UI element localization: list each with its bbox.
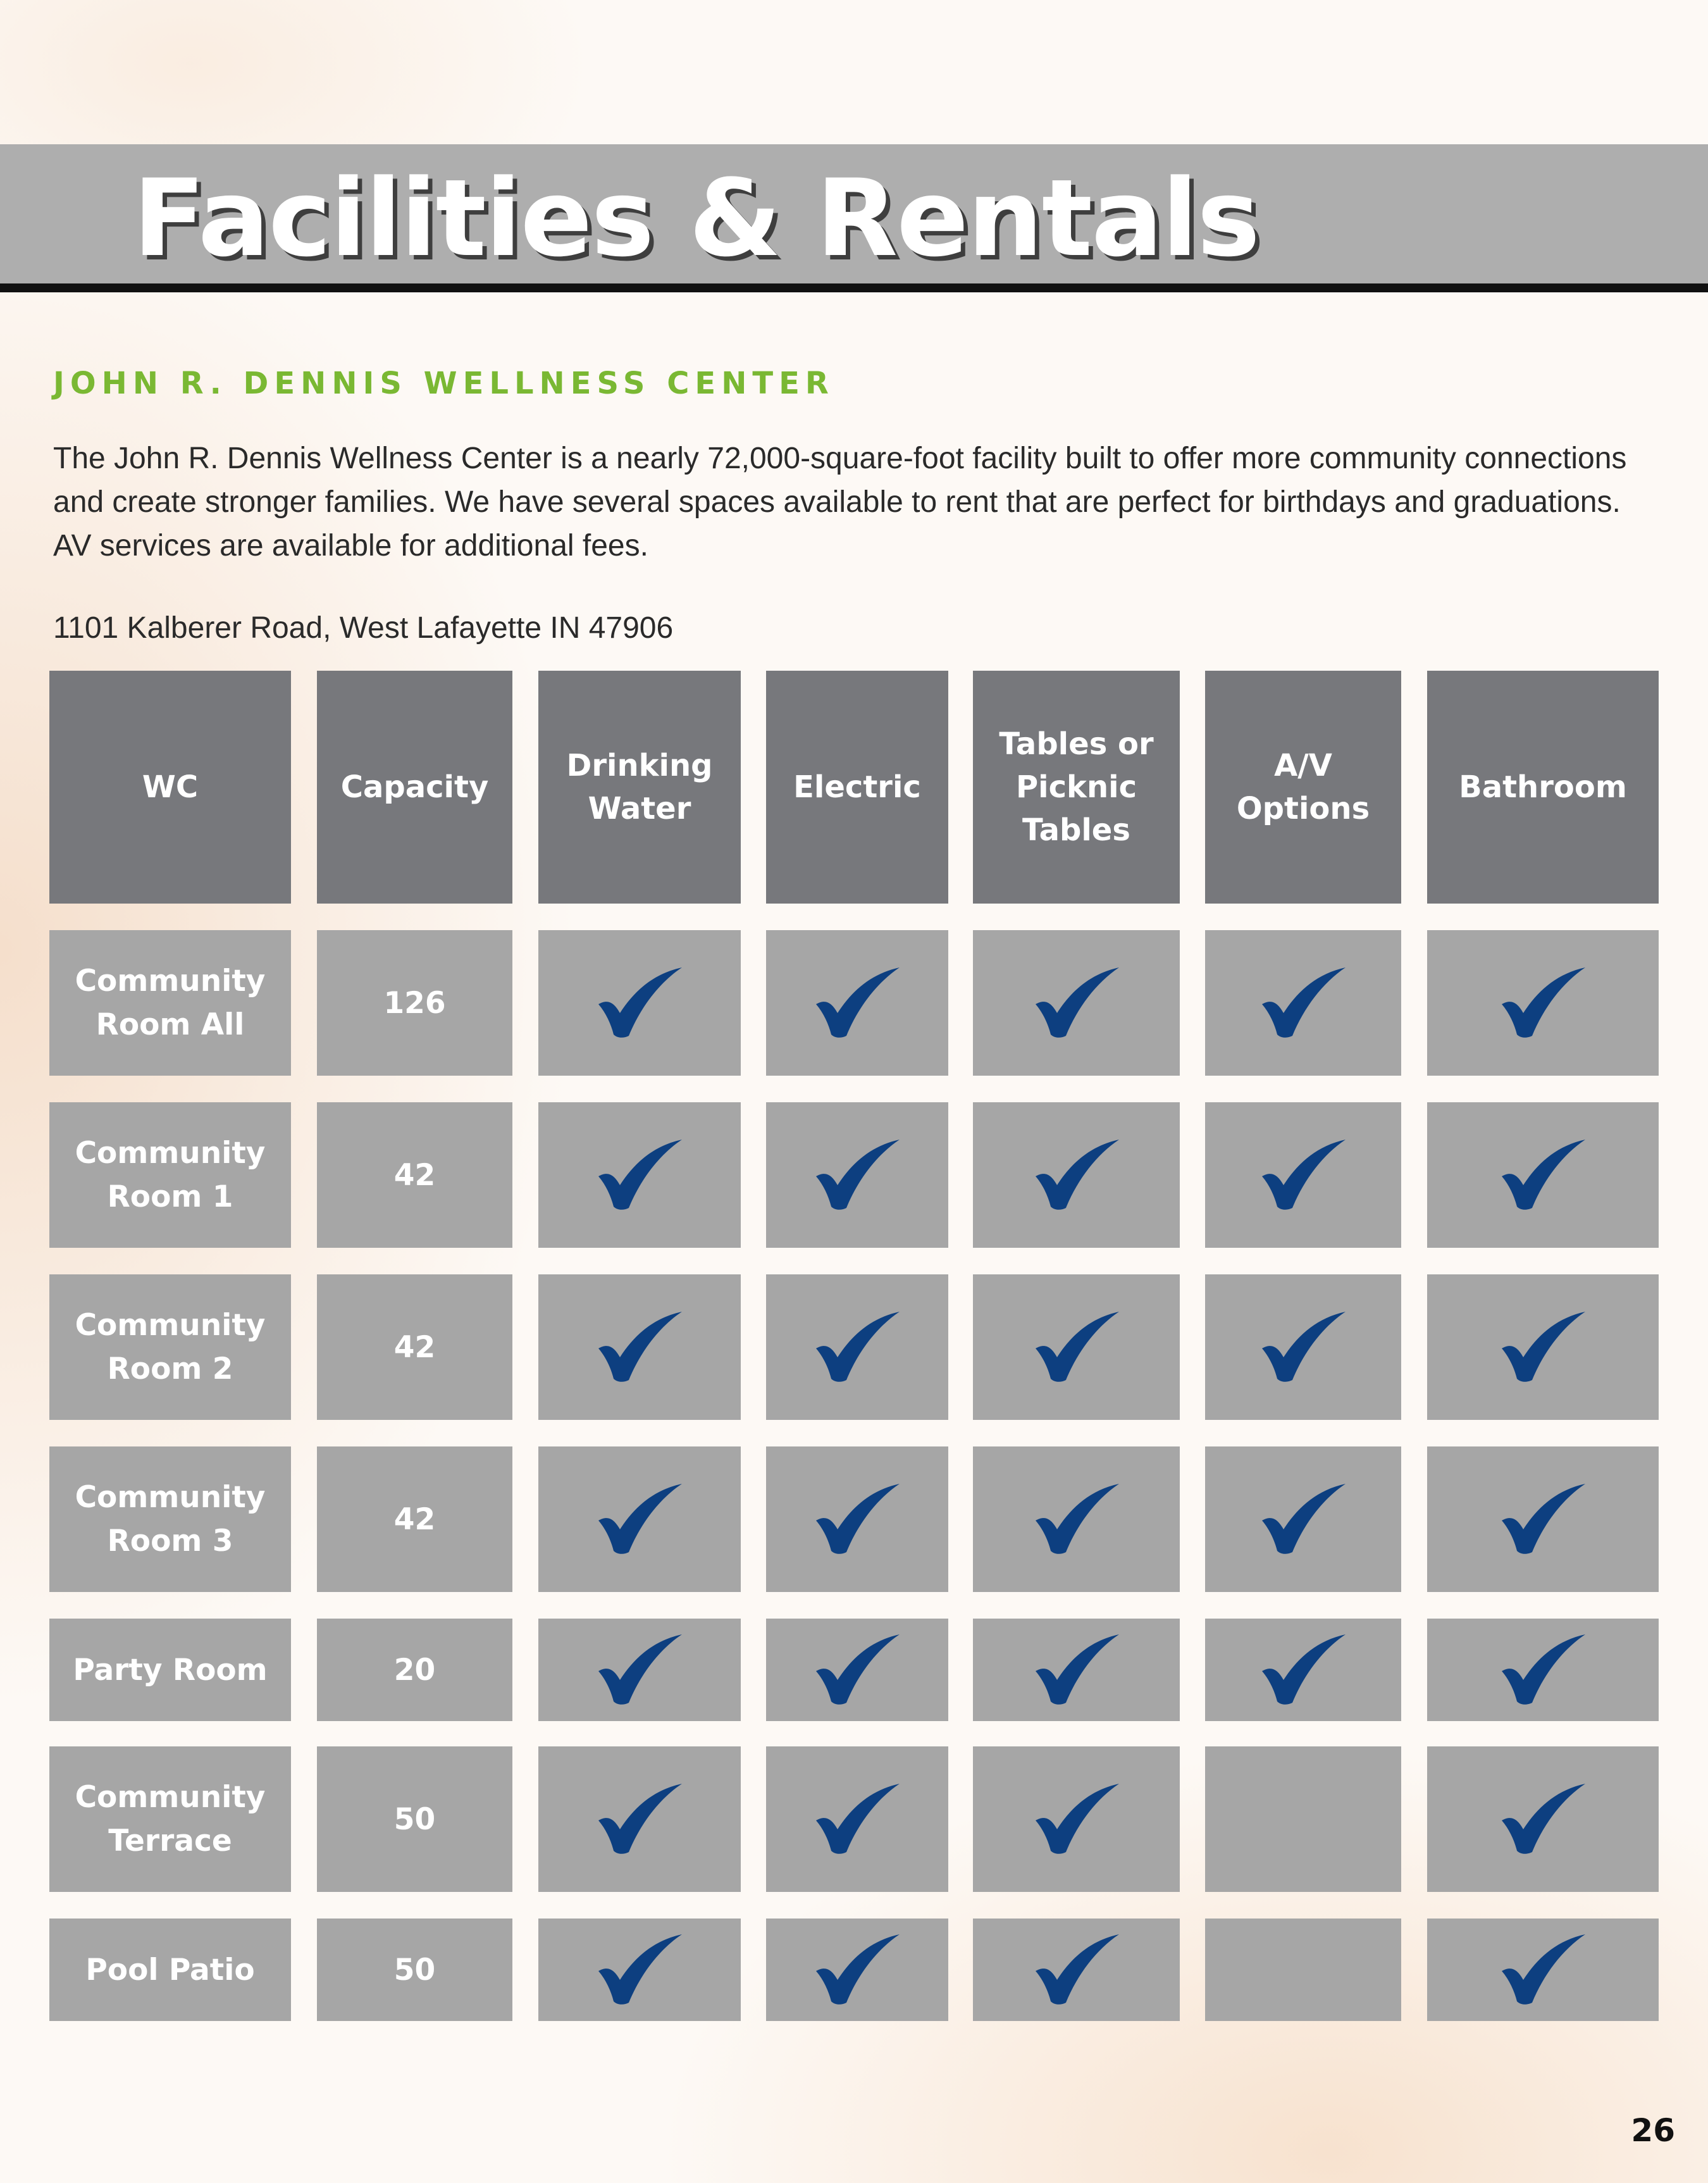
checkmark-icon	[592, 1137, 687, 1213]
checkmark-icon	[1256, 1481, 1351, 1557]
checkmark-icon	[810, 965, 905, 1041]
address: 1101 Kalberer Road, West Lafayette IN 47906	[53, 611, 674, 645]
amenity-cell-bathroom	[1427, 1619, 1659, 1721]
checkmark-icon	[810, 1632, 905, 1708]
capacity-cell: 126	[317, 930, 512, 1076]
column-header-bathroom: Bathroom	[1427, 671, 1659, 904]
amenity-cell-tables-or-picknic-tables	[973, 1619, 1180, 1721]
checkmark-icon	[1495, 1781, 1590, 1857]
amenity-cell-a-v-options	[1205, 1919, 1401, 2021]
amenity-cell-tables-or-picknic-tables	[973, 1274, 1180, 1420]
column-header-electric: Electric	[766, 671, 948, 904]
amenity-cell-electric	[766, 930, 948, 1076]
amenity-cell-a-v-options	[1205, 1102, 1401, 1248]
room-name-community-room-all: Community Room All	[49, 930, 291, 1076]
amenity-cell-a-v-options	[1205, 1274, 1401, 1420]
checkmark-icon	[1029, 1632, 1124, 1708]
checkmark-icon	[592, 1932, 687, 2008]
checkmark-icon	[810, 1481, 905, 1557]
amenity-cell-bathroom	[1427, 930, 1659, 1076]
page-number: 26	[1631, 2112, 1675, 2149]
amenity-cell-a-v-options	[1205, 930, 1401, 1076]
amenity-cell-tables-or-picknic-tables	[973, 930, 1180, 1076]
checkmark-icon	[810, 1932, 905, 2008]
checkmark-icon	[1029, 1781, 1124, 1857]
amenity-cell-electric	[766, 1102, 948, 1248]
page-title: Facilities & Rentals	[133, 156, 1259, 280]
amenity-cell-a-v-options	[1205, 1619, 1401, 1721]
checkmark-icon	[1495, 1137, 1590, 1213]
amenity-cell-a-v-options	[1205, 1746, 1401, 1892]
checkmark-icon	[1495, 965, 1590, 1041]
amenity-cell-drinking-water	[538, 1919, 741, 2021]
checkmark-icon	[592, 965, 687, 1041]
amenity-cell-tables-or-picknic-tables	[973, 1919, 1180, 2021]
amenity-cell-electric	[766, 1446, 948, 1592]
column-header-a-v-options: A/V Options	[1205, 671, 1401, 904]
checkmark-icon	[1256, 965, 1351, 1041]
room-name-party-room: Party Room	[49, 1619, 291, 1721]
amenity-cell-tables-or-picknic-tables	[973, 1746, 1180, 1892]
amenity-cell-drinking-water	[538, 1619, 741, 1721]
capacity-cell: 50	[317, 1919, 512, 2021]
checkmark-icon	[1029, 1481, 1124, 1557]
amenity-cell-bathroom	[1427, 1102, 1659, 1248]
capacity-cell: 42	[317, 1274, 512, 1420]
amenity-cell-electric	[766, 1619, 948, 1721]
amenity-cell-tables-or-picknic-tables	[973, 1446, 1180, 1592]
column-header-drinking-water: Drinking Water	[538, 671, 741, 904]
checkmark-icon	[1256, 1632, 1351, 1708]
checkmark-icon	[1495, 1932, 1590, 2008]
checkmark-icon	[810, 1137, 905, 1213]
column-header-tables-or-picknic-tables: Tables or Picknic Tables	[973, 671, 1180, 904]
checkmark-icon	[1256, 1137, 1351, 1213]
checkmark-icon	[810, 1781, 905, 1857]
room-name-community-room-1: Community Room 1	[49, 1102, 291, 1248]
checkmark-icon	[810, 1309, 905, 1385]
amenity-cell-a-v-options	[1205, 1446, 1401, 1592]
amenity-cell-electric	[766, 1746, 948, 1892]
checkmark-icon	[592, 1781, 687, 1857]
checkmark-icon	[1495, 1632, 1590, 1708]
column-header-capacity: Capacity	[317, 671, 512, 904]
room-name-community-terrace: Community Terrace	[49, 1746, 291, 1892]
amenity-cell-bathroom	[1427, 1919, 1659, 2021]
amenity-cell-bathroom	[1427, 1274, 1659, 1420]
amenity-cell-drinking-water	[538, 1446, 741, 1592]
room-name-community-room-2: Community Room 2	[49, 1274, 291, 1420]
amenity-cell-drinking-water	[538, 1746, 741, 1892]
checkmark-icon	[1029, 1932, 1124, 2008]
checkmark-icon	[1029, 1309, 1124, 1385]
checkmark-icon	[1029, 965, 1124, 1041]
column-header-wc: WC	[49, 671, 291, 904]
amenity-cell-bathroom	[1427, 1746, 1659, 1892]
capacity-cell: 50	[317, 1746, 512, 1892]
section-heading: JOHN R. DENNIS WELLNESS CENTER	[53, 366, 834, 401]
amenity-cell-tables-or-picknic-tables	[973, 1102, 1180, 1248]
amenity-cell-drinking-water	[538, 1102, 741, 1248]
amenity-cell-electric	[766, 1919, 948, 2021]
title-banner	[0, 144, 1708, 292]
amenity-cell-bathroom	[1427, 1446, 1659, 1592]
capacity-cell: 42	[317, 1102, 512, 1248]
room-name-community-room-3: Community Room 3	[49, 1446, 291, 1592]
checkmark-icon	[592, 1481, 687, 1557]
amenity-cell-electric	[766, 1274, 948, 1420]
checkmark-icon	[1495, 1309, 1590, 1385]
checkmark-icon	[1256, 1309, 1351, 1385]
room-name-pool-patio: Pool Patio	[49, 1919, 291, 2021]
checkmark-icon	[592, 1309, 687, 1385]
capacity-cell: 42	[317, 1446, 512, 1592]
capacity-cell: 20	[317, 1619, 512, 1721]
checkmark-icon	[1495, 1481, 1590, 1557]
amenity-cell-drinking-water	[538, 1274, 741, 1420]
intro-paragraph: The John R. Dennis Wellness Center is a nearly 72,000-square-foot facility built to offer more community connections and create stronger families. We have several spaces available to rent that are perfect for birthdays and graduations. AV services are available for additional fees.	[53, 442, 1627, 563]
checkmark-icon	[1029, 1137, 1124, 1213]
checkmark-icon	[592, 1632, 687, 1708]
amenity-cell-drinking-water	[538, 930, 741, 1076]
